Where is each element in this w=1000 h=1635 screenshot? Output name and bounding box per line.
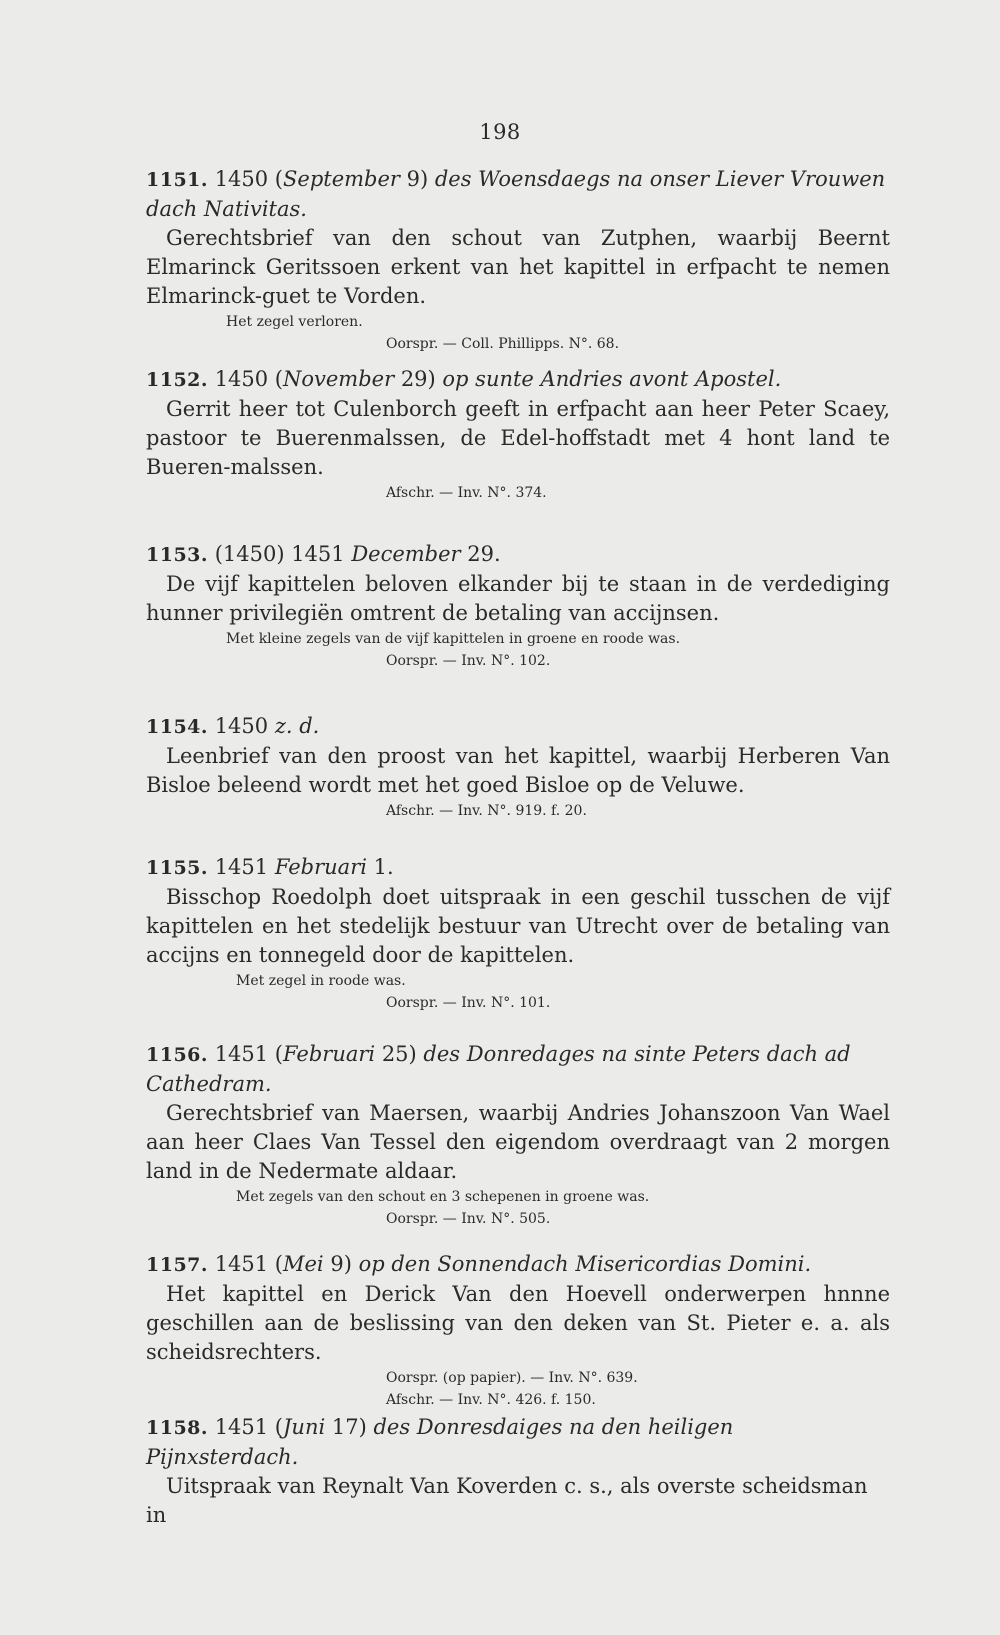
entry-heading [146, 1250, 890, 1280]
charter-entry [146, 1413, 890, 1530]
entry-date: 1450 ( [214, 167, 283, 191]
entry-source: Afschr. — Inv. N°. 919. f. 20. [386, 803, 587, 819]
charter-entry [146, 712, 890, 822]
entry-number: 1158. [146, 1417, 208, 1439]
entry-heading-rest: des Donresdaiges na den heiligen Pijnxsterdach. [146, 1415, 734, 1469]
entry-body: Het kapittel en Derick Van den Hoevell onderwerpen hnnne geschillen aan de beslissing van den deken van St. Pieter e. a. als scheidsrechters. [146, 1282, 890, 1364]
entry-date-month: Februari [274, 855, 367, 879]
entry-date: 1451 ( [214, 1252, 283, 1276]
entry-date-rest: 25) [375, 1042, 424, 1066]
entry-body: Gerechtsbrief van Maersen, waarbij Andries Johanszoon Van Wael aan heer Claes Van Tessel den eigendom overdraagt van 2 morgen land in de Nedermate aldaar. [146, 1101, 890, 1183]
entry-body: Uitspraak van Reynalt Van Koverden c. s., als overste scheidsman in [146, 1474, 868, 1527]
entry-date-month: November [283, 367, 395, 391]
entry-heading [146, 165, 890, 224]
charter-entry [146, 165, 890, 355]
entry-body: Leenbrief van den proost van het kapittel, waarbij Herberen Van Bisloe beleend wordt met het goed Bisloe op de Veluwe. [146, 744, 890, 797]
entry-date: 1450 [214, 714, 275, 738]
entry-heading [146, 540, 890, 570]
entry-date-month: z. d. [274, 714, 320, 738]
entry-body: De vijf kapittelen beloven elkander bij te staan in de verdediging hunner privilegiën omtrent de betaling van accijnsen. [146, 572, 890, 625]
entry-heading-rest: op sunte Andries avont Apostel. [442, 367, 782, 391]
entry-source: Oorspr. — Inv. N°. 101. [386, 995, 551, 1011]
entry-heading [146, 1040, 890, 1099]
entry-heading-rest: des Woensdaegs na onser Liever Vrouwen dach Nativitas. [146, 167, 886, 221]
entry-date-month: Februari [283, 1042, 376, 1066]
entry-number: 1151. [146, 169, 208, 191]
entry-source: Afschr. — Inv. N°. 426. f. 150. [386, 1392, 596, 1408]
entry-date-rest: 9) [399, 167, 435, 191]
entry-date-rest: 29. [460, 542, 501, 566]
entry-number: 1154. [146, 716, 208, 738]
entry-date-month: December [351, 542, 461, 566]
entry-body: Gerechtsbrief van den schout van Zutphen, waarbij Beernt Elmarinck Geritssoen erkent van het kapittel in erfpacht te nemen Elmarinck-guet te Vorden. [146, 226, 890, 308]
entry-source: Oorspr. — Coll. Phillipps. N°. 68. [386, 336, 620, 352]
entry-date-month: Mei [283, 1252, 324, 1276]
entry-note: Het zegel verloren. [226, 314, 363, 330]
entry-number: 1152. [146, 369, 208, 391]
entry-body: Gerrit heer tot Culenborch geeft in erfpacht aan heer Peter Scaey, pastoor te Buerenmalssen, de Edel-hoffstadt met 4 hont land te Bueren-malssen. [146, 397, 890, 479]
entry-number: 1153. [146, 544, 208, 566]
entry-heading [146, 853, 890, 883]
entry-source: Oorspr. (op papier). — Inv. N°. 639. [386, 1370, 638, 1386]
entry-date: 1451 ( [214, 1042, 283, 1066]
entry-date-rest: 1. [366, 855, 394, 879]
entry-date-rest: 9) [323, 1252, 359, 1276]
entry-note: Met zegels van den schout en 3 schepenen in groene was. [236, 1189, 650, 1205]
entry-number: 1155. [146, 857, 208, 879]
entry-heading [146, 712, 890, 742]
entry-date: (1450) 1451 [214, 542, 352, 566]
entry-date-month: September [283, 167, 400, 191]
entry-heading-rest: des Donredages na sinte Peters dach ad Cathedram. [146, 1042, 851, 1096]
entry-heading [146, 1413, 890, 1472]
entry-heading-rest: op den Sonnendach Misericordias Domini. [358, 1252, 812, 1276]
charter-entry [146, 853, 890, 1014]
entry-number: 1156. [146, 1044, 208, 1066]
page-number: 198 [479, 120, 521, 144]
charter-entry [146, 540, 890, 672]
entry-body: Bisschop Roedolph doet uitspraak in een geschil tusschen de vijf kapittelen en het stedelijk bestuur van Utrecht over de betaling van accijns en tonnegeld door de kapittelen. [146, 885, 890, 967]
entry-source: Oorspr. — Inv. N°. 102. [386, 653, 551, 669]
entry-date-rest: 17) [325, 1415, 374, 1439]
entry-source: Afschr. — Inv. N°. 374. [386, 485, 547, 501]
entry-date-month: Juni [283, 1415, 326, 1439]
entry-number: 1157. [146, 1254, 208, 1276]
entry-note: Met zegel in roode was. [236, 973, 406, 989]
entry-date: 1451 [214, 855, 275, 879]
entry-source: Oorspr. — Inv. N°. 505. [386, 1211, 551, 1227]
charter-entry [146, 1250, 890, 1411]
entry-date: 1450 ( [214, 367, 283, 391]
entry-note: Met kleine zegels van de vijf kapittelen in groene en roode was. [226, 631, 681, 647]
entry-date-rest: 29) [394, 367, 443, 391]
charter-entry [146, 365, 890, 504]
entry-date: 1451 ( [214, 1415, 283, 1439]
charter-entry [146, 1040, 890, 1230]
entry-heading [146, 365, 890, 395]
